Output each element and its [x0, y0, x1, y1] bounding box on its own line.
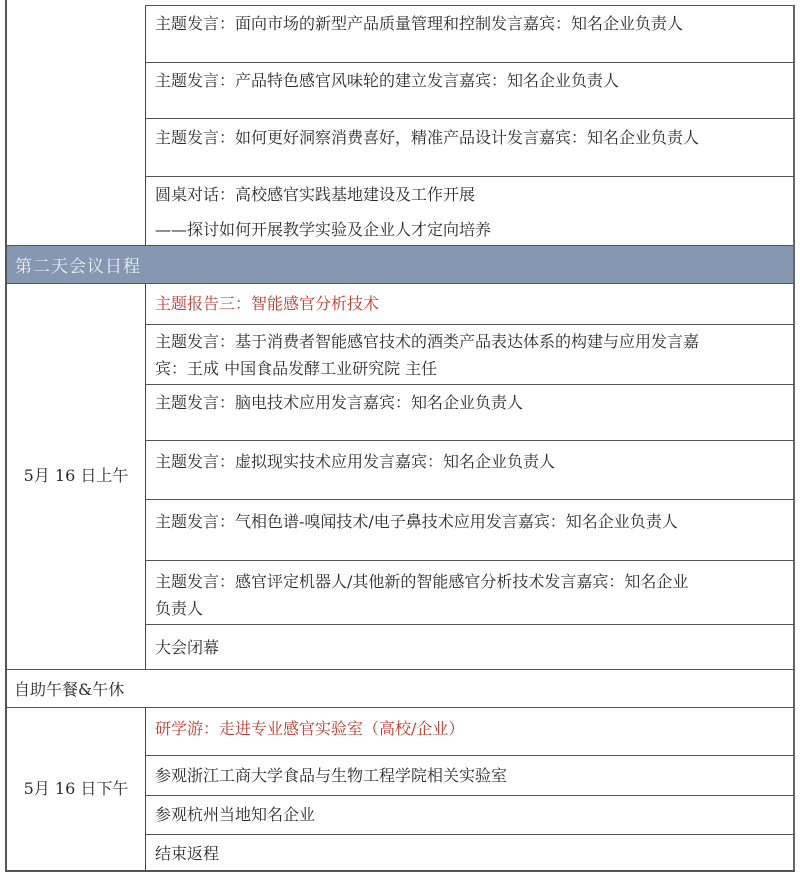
agenda-item: 主题发言：面向市场的新型产品质量管理和控制发言嘉宾：知名企业负责人: [155, 14, 684, 33]
row-divider: [5, 707, 795, 708]
row-divider: [145, 62, 795, 63]
agenda-item-highlight: 主题报告三：智能感官分析技术: [155, 294, 380, 313]
agenda-item: 主题发言：产品特色感官风味轮的建立发言嘉宾：知名企业负责人: [155, 71, 620, 90]
row-divider: [145, 755, 795, 756]
agenda-item: 主题发言：虚拟现实技术应用发言嘉宾：知名企业负责人: [155, 452, 556, 471]
table-border-left: [5, 0, 7, 871]
agenda-item: 主题发言：感官评定机器人/其他新的智能感官分析技术发言嘉宾：知名企业: [155, 572, 689, 591]
row-divider: [145, 118, 795, 119]
agenda-item-highlight: 研学游：走进专业感官实验室（高校/企业）: [155, 719, 465, 738]
agenda-item: 主题发言：脑电技术应用发言嘉宾：知名企业负责人: [155, 393, 524, 412]
lunch-break: 自助午餐&午休: [14, 680, 125, 699]
agenda-item: 参观浙江工商大学食品与生物工程学院相关实验室: [155, 766, 508, 785]
session-date: 5月 16 日上午: [23, 466, 129, 485]
table-border-right: [793, 5, 795, 871]
agenda-item-line2: 宾：王成 中国食品发酵工业研究院 主任: [155, 359, 438, 378]
agenda-item-subtext: ——探讨如何开展教学实验及企业人才定向培养: [155, 220, 492, 239]
row-divider: [145, 795, 795, 796]
row-divider: [145, 5, 795, 6]
agenda-item: 主题发言：气相色谱-嗅闻技术/电子鼻技术应用发言嘉宾：知名企业负责人: [155, 512, 678, 531]
column-divider: [145, 707, 146, 871]
row-divider: [145, 440, 795, 441]
agenda-item: 结束返程: [155, 844, 220, 863]
agenda-item: 主题发言：基于消费者智能感官技术的酒类产品表达体系的构建与应用发言嘉: [155, 332, 700, 351]
session-date: 5月 16 日下午: [23, 779, 129, 798]
row-divider: [145, 384, 795, 385]
row-divider: [145, 560, 795, 561]
section-header-title: 第二天会议日程: [15, 257, 141, 277]
table-border-bottom: [5, 870, 795, 872]
column-divider: [145, 283, 146, 669]
row-divider: [145, 324, 795, 325]
section-header-band: [7, 245, 793, 284]
row-divider: [145, 834, 795, 835]
row-divider: [145, 499, 795, 500]
column-divider: [145, 5, 146, 245]
row-divider: [145, 624, 795, 625]
agenda-item-line2: 负责人: [155, 599, 204, 618]
agenda-item: 参观杭州当地知名企业: [155, 805, 316, 824]
agenda-item: 主题发言：如何更好洞察消费喜好，精准产品设计发言嘉宾：知名企业负责人: [155, 128, 700, 147]
agenda-item: 大会闭幕: [155, 638, 220, 657]
row-divider: [5, 669, 795, 670]
row-divider: [145, 176, 795, 177]
agenda-item: 圆桌对话：高校感官实践基地建设及工作开展: [155, 185, 476, 204]
